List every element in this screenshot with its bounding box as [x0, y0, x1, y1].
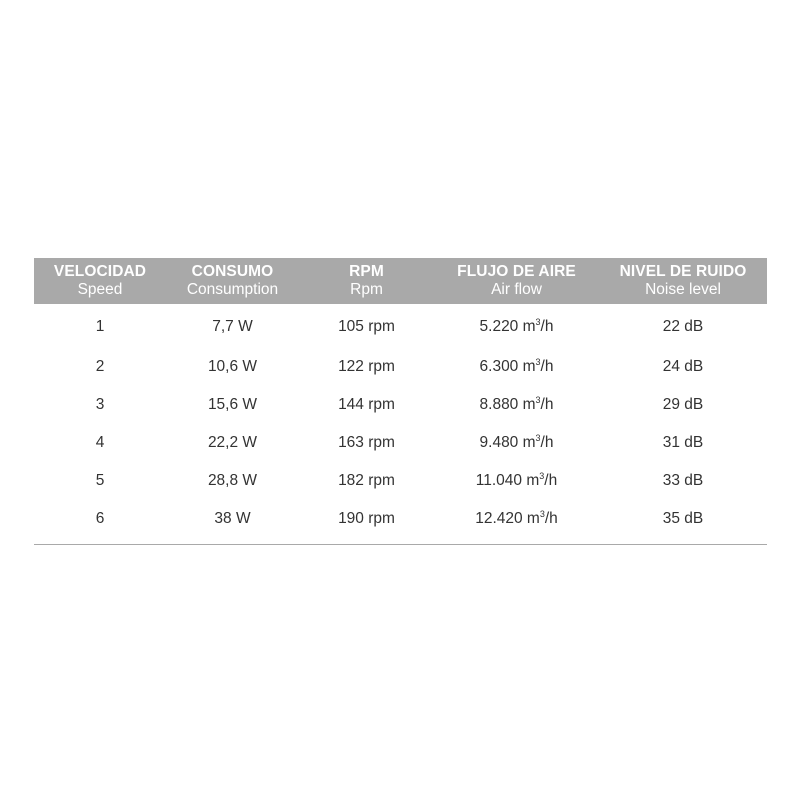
- airflow-unit-tail: /h: [540, 396, 554, 413]
- header-noise-en: Noise level: [645, 281, 721, 298]
- airflow-exponent: 3: [535, 317, 541, 327]
- cell-speed: 5: [95, 472, 105, 489]
- cell-noise: 22 dB: [662, 318, 704, 335]
- table-row: [34, 386, 767, 424]
- cell-rpm: 144 rpm: [338, 396, 395, 413]
- header-rpm-en: Rpm: [350, 281, 383, 298]
- cell-airflow: [434, 434, 599, 452]
- airflow-value: 12.420 m: [475, 510, 540, 527]
- cell-consumption: 28,8 W: [207, 472, 258, 489]
- table-row: [34, 500, 767, 538]
- cell-noise: 31 dB: [662, 434, 704, 451]
- cell-noise: 24 dB: [662, 358, 704, 375]
- header-consumption: [166, 258, 299, 304]
- header-speed: [34, 258, 166, 304]
- airflow-unit-tail: /h: [540, 318, 554, 335]
- airflow-exponent: 3: [535, 357, 541, 367]
- cell-noise: 29 dB: [662, 396, 704, 413]
- header-consumption-es: CONSUMO: [191, 263, 274, 280]
- cell-speed: 2: [95, 358, 105, 375]
- table-header: [34, 258, 767, 304]
- airflow-value: 11.040 m: [475, 472, 540, 489]
- cell-noise: 33 dB: [662, 472, 704, 489]
- cell-consumption: 15,6 W: [207, 396, 258, 413]
- cell-consumption: 7,7 W: [212, 318, 253, 335]
- cell-airflow: [434, 358, 599, 376]
- header-consumption-en: Consumption: [186, 281, 279, 298]
- cell-airflow: [434, 472, 599, 490]
- header-noise: [599, 258, 767, 304]
- airflow-value: 9.480 m: [479, 434, 536, 451]
- airflow-exponent: 3: [539, 471, 545, 481]
- header-speed-es: VELOCIDAD: [53, 263, 147, 280]
- airflow-unit-tail: /h: [544, 472, 558, 489]
- cell-rpm: 190 rpm: [338, 510, 395, 527]
- airflow-value: 5.220 m: [479, 318, 536, 335]
- cell-speed: 4: [95, 434, 105, 451]
- cell-rpm: 163 rpm: [338, 434, 395, 451]
- airflow-unit-tail: /h: [540, 358, 554, 375]
- header-rpm: [299, 258, 434, 304]
- table-row: [34, 304, 767, 348]
- table-bottom-divider: [34, 544, 767, 545]
- airflow-value: 6.300 m: [479, 358, 536, 375]
- header-airflow-es: FLUJO DE AIRE: [457, 263, 576, 280]
- header-rpm-es: RPM: [349, 263, 384, 280]
- table-row: [34, 462, 767, 500]
- cell-rpm: 105 rpm: [338, 318, 395, 335]
- specifications-table: [34, 258, 767, 545]
- airflow-value: 8.880 m: [479, 396, 536, 413]
- cell-rpm: 182 rpm: [338, 472, 395, 489]
- cell-consumption: 38 W: [214, 510, 251, 527]
- airflow-unit-tail: /h: [540, 434, 554, 451]
- cell-airflow: [434, 318, 599, 336]
- table-row: [34, 348, 767, 386]
- cell-speed: 6: [95, 510, 105, 527]
- cell-speed: 1: [95, 318, 105, 335]
- cell-rpm: 122 rpm: [338, 358, 395, 375]
- header-airflow: [434, 258, 599, 304]
- cell-airflow: [434, 510, 599, 528]
- cell-consumption: 10,6 W: [207, 358, 258, 375]
- airflow-exponent: 3: [539, 509, 545, 519]
- airflow-exponent: 3: [535, 433, 541, 443]
- cell-noise: 35 dB: [662, 510, 704, 527]
- airflow-exponent: 3: [535, 395, 541, 405]
- cell-speed: 3: [95, 396, 105, 413]
- header-noise-es: NIVEL DE RUIDO: [619, 263, 747, 280]
- airflow-unit-tail: /h: [544, 510, 558, 527]
- header-airflow-en: Air flow: [491, 281, 542, 298]
- header-speed-en: Speed: [77, 281, 123, 298]
- table-body: [34, 304, 767, 538]
- table-row: [34, 424, 767, 462]
- cell-airflow: [434, 396, 599, 414]
- cell-consumption: 22,2 W: [207, 434, 258, 451]
